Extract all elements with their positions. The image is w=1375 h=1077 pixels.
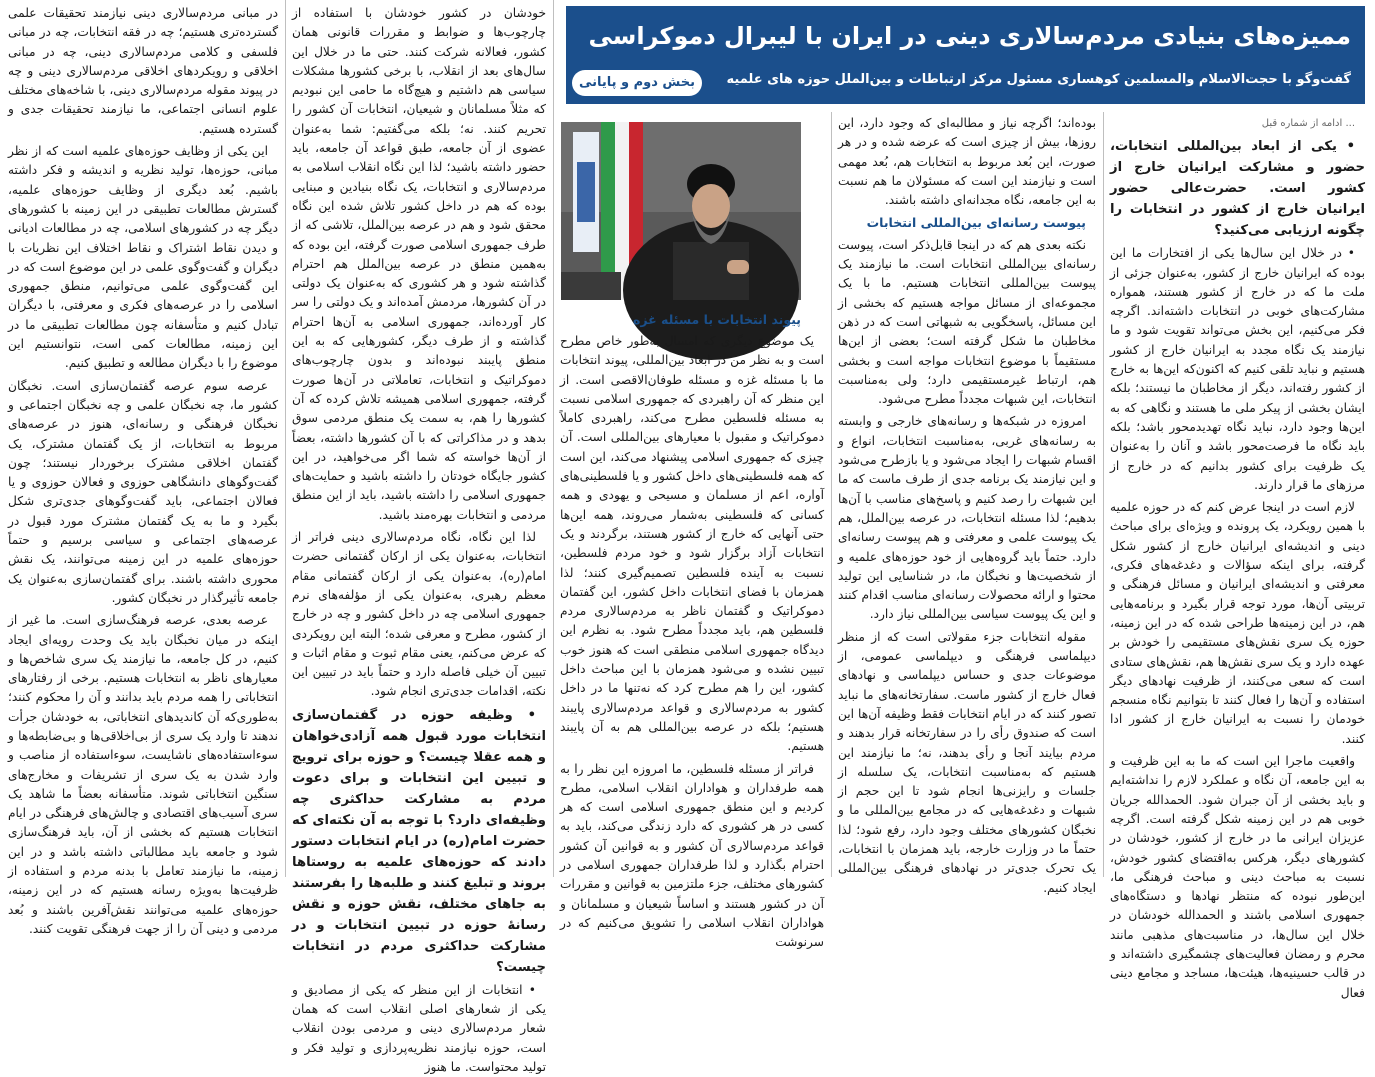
column-separator	[553, 0, 554, 877]
paragraph: فراتر از مسئله فلسطین، ما امروزه این نظر را به همه طرفداران و هواداران انقلاب اسلامی، مطرح کردیم و این منطق جمهوری اسلامی است که هر کسی در هر کشوری که دارد زندگی می‌کند، باید به قواعد مردم‌سالاری آن کشور و به قوانین آن کشور احترام بگذارد و لذا طرفداران جمهوری اسلامی در کشورهای مختلف، جزء ملتزمین به قوانین و مقررات آن در کشور هستند و اساساً شیعیان و مسلمانان و هواداران انقلاب اسلامی را تشویق می‌کنیم که در سرنوشت	[560, 761, 824, 950]
part-label: بخش دوم و پایانی	[572, 70, 702, 96]
paragraph: عرصه سوم عرصه گفتمان‌سازی است. نخبگان کشور ما، چه نخبگان علمی و چه نخبگان اجتماعی و نخبگان فرهنگی و رسانه‌ای، هنوز در عرصه‌های مربوط به انتخابات، از یک گفتمان مشترک، یک گفتمان اخلاقی مشترک برخوردار نیستند؛ چون گفت‌وگوهای دانشگاهی حوزوی و فعالان حوزوی و یا فعالان اجتماعی، باید گفت‌وگوهای جدی‌تری شکل بگیرد و ما به یک گفتمان مشترک مورد قبول در عرصه‌های اجتماعی و سیاسی برسیم و حتماً حوزه‌های علمیه در این زمینه می‌توانند، یک نقش محوری داشته باشند. برای گفتمان‌سازی به‌عنوان یک جامعه تأثیرگذار در نخبگان کشور.	[8, 378, 278, 605]
paragraph: بوده‌اند؛ اگرچه نیاز و مطالبه‌ای که وجود دارد، این روزها، بیش از چیزی است که عرضه شده و در هر صورت، این بُعد مربوط به انتخابات هم، بُعد مهمی است و نیازمند این است که مسئولان ما هم نسبت به این جامعه، نگاه مجدانه‌ای داشته باشند.	[838, 116, 1096, 208]
paragraph: مقوله انتخابات جزء مقولاتی است که از منظر دیپلماسی فرهنگی و دیپلماسی عمومی، از موضوعات جدی و حساس دیپلماسی و نهادهای فعال خارج از کشور ماست. سفارتخانه‌های ما نباید تصور کنند که در ایام انتخابات فقط وظیفه آن‌ها این است که صندوق رأی را در سفارتخانه قرار بدهند و مردم بیایند آنجا و رأی بدهند، نه؛ ما نیازمند این هستیم که به‌مناسبت انتخابات، یک سلسله از جلسات و رایزنی‌ها انجام شود تا این حجم از شبهات و دغدغه‌هایی که در مجامع بین‌المللی ما و نخبگان کشورهای مختلف وجود دارد، رفع شود؛ لذا حتماً ما در وزارت خارجه، باید همزمان با انتخابات، یک تحرک جدی‌تر در نهادهای فرهنگی بین‌المللی ایجاد کنیم.	[838, 629, 1096, 895]
paragraph: عرصه بعدی، عرصه فرهنگ‌سازی است. ما غیر از اینکه در میان نخبگان باید یک وحدت رویه‌ای ایجاد کنیم، در کل جامعه، ما نیازمند یک سری شاخص‌ها و معیارهای ناظر به انتخابات هستیم. برخی از رفتارهای انتخاباتی را همه مردم باید بدانند و آن را محکوم کنند؛ به‌طوری‌که آن کاندیدهای انتخاباتی، به خودشان جرأت ندهند تا وارد یک سری از بی‌اخلاقی‌ها و بی‌ضابطه‌ها و سوءاستفاده‌های ناشایست، سوءاستفاده از مناصب و وارد شدن به یک سری از تشریفات و مخارج‌های سنگین انتخاباتی شوند. متأسفانه بعضاً ما شاهد یک سری آسیب‌های اقتصادی و چالش‌های فرهنگی در ایام انتخابات هستیم که بخشی از آن، باید فرهنگ‌سازی شود و جامعه باید مطالباتی داشته باشد و در این زمینه، ما نیازمند تعامل با بدنه مردم و استفاده از ظرفیت‌ها به‌ویژه رسانه هستیم که در این زمینه، حوزه‌های علمیه می‌توانند نقش‌آفرین باشند و بُعد مردمی و دینی آن را از جهت فرهنگی تقویت کنند.	[8, 613, 278, 936]
cleric-portrait-image	[561, 122, 801, 300]
interview-question: • یکی از ابعاد بین‌المللی انتخابات، حضور و مشارکت ایرانیان خارج از کشور است. حضرت‌عالی حضور ایرانیان خارج از کشور در انتخابات را چگونه ارزیابی می‌کنید؟	[1110, 139, 1365, 239]
paragraph: • در خلال این سال‌ها یکی از افتخارات ما این بوده که ایرانیان خارج از کشور، به‌عنوان جزئی از ملت ما که در خارج از کشور هستند، همواره مشارکت‌های خوبی در انتخابات داشته‌اند. اگرچه فکر می‌کنیم، این بخش می‌تواند تقویت شود و ما نیازمند یک نگاه مجدد به ایرانیان خارج از کشور هستیم و نباید تلقی کنیم که اکنون‌که این‌ها به خارج از کشور رفته‌اند، دیگر از مخاطبان ما نیستند؛ بلکه ایشان بخشی از پیکر ملی ما هستند و نگاهی که به این‌ها وجود دارد، نباید نگاه تهدیدمحور باشد؛ بلکه باید نگاه ما فرصت‌محور باشد و آنان را به‌عنوان یک ظرفیت برای کشور بدانیم که در خارج از مرزهای ما قرار دارند.	[1110, 246, 1365, 492]
paragraph: خودشان در کشور خودشان با استفاده از چارچوب‌ها و ضوابط و مقررات قانونی همان کشور، فعالانه شرکت کنند. حتی ما در خلال این سال‌های بعد از انقلاب، با برخی کشورها مشکلات سیاسی هم داشتیم و هیچ‌گاه ما حامی این نبودیم که مثلاً مسلمانان و شیعیان، انتخابات آن کشور را تحریم کنند. نه؛ بلکه می‌گفتیم: شما به‌عنوان عضوی از آن جامعه، طبق قواعد آن جامعه، باید حضور داشته باشید؛ لذا این نگاه انقلاب اسلامی به مردم‌سالاری و انتخابات، یک نگاه بنیادین و مبنایی بوده که هم در داخل کشور تلاش شده این نگاه محقق شود و هم در عرصه بین‌الملل، تلاشی که از طرف جمهوری اسلامی صورت گرفته، این بوده که به‌همین منطق در عرصه بین‌الملل هم احترام گذاشته شود و هر کشوری که به‌عنوان یک دولتی در آن کشورها، مردمش آمده‌اند و یک دولتی را سر کار آورده‌اند، جمهوری اسلامی به آن‌ها احترام گذاشته و از طرف دیگر، کشورهایی که به این منطق پایبند نبوده‌اند و بدون چارچوب‌های دموکراتیک و انتخابات، تعاملاتی در آن‌ها صورت گرفته، جمهوری اسلامی همیشه تلاش کرده که آن کشورها را هم، به سمت یک منطق مردمی سوق بدهد و در مذاکراتی که با آن کشورها داشته، بعضاً از آن‌ها خواسته که شما اگر می‌خواهید، در این کشور جایگاه خودتان را داشته باشید و حمایت‌های جمهوری اسلامی را داشته باشید، باید از این منطق مردمی و انتخابات بهره‌مند باشید.	[292, 6, 546, 522]
paragraph: این یکی از وظایف حوزه‌های علمیه است که از نظر مبانی، حوزه‌ها، تولید نظریه و اندیشه و فکر داشته باشیم. بُعد دیگری از وظایف حوزه‌های علمیه، گسترش مطالعات تطبیقی در این زمینه با کشورهای دیگر چه در کشورهای اسلامی، چه در مطالعات ادیانی و دیدن نقاط اشتراک و نقاط اختلاف این نظریات با دیگران و گفت‌وگوی علمی در این موضوع است که در این گفت‌وگوی علمی می‌توانیم، منطق جمهوری اسلامی را در عرصه‌های فکری و معرفتی، با دیگران تبادل کنیم و متأسفانه چون مطالعات تطبیقی ما در این زمینه، مطالعات کمی است، نتوانستیم این موضوع را با دیگران مطالعه و تطبیق کنیم.	[8, 144, 278, 371]
paragraph: واقعیت ماجرا این است که ما به این ظرفیت و به این جامعه، آن نگاه و عملکرد لازم را نداشته‌ایم و باید بخشی از آن جبران شود. الحمدالله جریان خوبی هم در این زمینه شکل گرفته است. اگرچه عزیزان ایرانی ما در خارج از کشور، خودشان در کشورهای دیگر، هرکس به‌اقتضای کشور خودش، نسبت به مباحث دینی و مباحث فرهنگی ما، این‌طور نبوده که منتظر نهادها و دستگاه‌های جمهوری اسلامی باشند و الحمدالله خودشان در خلال این سال‌ها، در مناسبت‌های مذهبی مانند محرم و رمضان فعالیت‌های چشمگیری داشته‌اند و در قالب حسینیه‌ها، هیئت‌ها، مساجد و مجامع دینی فعال	[1110, 754, 1365, 1000]
article-column-4	[292, 4, 546, 1074]
column-separator	[285, 0, 286, 877]
paragraph: • انتخابات از این منظر که یکی از مصادیق و یکی از شعارهای اصلی انقلاب است که همان شعار مردم‌سالاری دینی و مردمی بودن انقلاب است، حوزه نیازمند نظریه‌پردازی و تولید فکر و تولید محتواست. ما هنوز	[292, 982, 546, 1074]
continued-note: ... ادامه از شماره قبل	[1261, 118, 1355, 129]
headline-title: ممیزه‌های بنیادی مردم‌سالاری دینی در ایران با لیبرال دموکراسی	[588, 22, 1351, 50]
headline-subtitle: گفت‌وگو با حجت‌الاسلام والمسلمین کوهساری مسئول مرکز ارتباطات و بین‌الملل حوزه های علمیه	[726, 72, 1351, 87]
article-column-5	[8, 4, 278, 936]
paragraph: امروزه در شبکه‌ها و رسانه‌های خارجی و وابسته به رسانه‌های غربی، به‌مناسبت انتخابات، انواع و اقسام شبهات را ایجاد می‌شود و یا بازطرح می‌شود و این نیازمند یک برنامه جدی از طرف ماست که ما این شبهات را رصد کنیم و پاسخ‌های مناسب با آن‌ها بدهیم؛ لذا مسئله انتخابات، در عرصه بین‌الملل، هم یک پیوست علمی و معرفتی و هم پیوست رسانه‌ای دارد. حتماً باید گروه‌هایی از خود حوزه‌های علمیه و از شخصیت‌ها و نخبگان ما، در شناسایی این تولید محتوا و ارائه محصولات رسانه‌ای مناسب اقدام کنند و این یک پیوست سیاسی بین‌المللی نیاز دارد.	[838, 414, 1096, 622]
paragraph: نکته بعدی هم که در اینجا قابل‌ذکر است، پیوست رسانه‌ای بین‌المللی انتخابات است. ما نیازمند یک پیوست بین‌المللی انتخابات هستیم. ما با یک مجموعه‌ای از مسائل مواجه هستیم که بخشی از این مسائل، پاسخگویی به شبهاتی است که در ذهن مخاطبان ما شکل گرفته است؛ بعضی از این‌ها مستقیماً با موضوع انتخابات مواجه است و بخشی هم، ارتباط غیرمستقیمی دارد؛ ولی به‌مناسبت انتخابات، این شبهات مجدداً مطرح می‌شود.	[838, 237, 1096, 407]
article-column-2	[838, 114, 1096, 895]
article-column-3	[560, 332, 824, 950]
column-separator	[1103, 112, 1104, 877]
interview-question: • وظیفه حوزه در گفتمان‌سازی انتخابات مورد قبول همه آزادی‌خواهان و همه عقلا چیست؟ و حوزه برای ترویج و تبیین این انتخابات و برای دعوت مردم به مشارکت حداکثری چه وظیفه‌ای دارد؟ با توجه به آن نکته‌ای که حضرت امام(ره) در ایام انتخابات دستور دادند که حوزه‌های علمیه به روستاها بروند و تبلیغ کنند و طلبه‌ها را بفرستند به جاهای مختلف، نقش حوزه و نقش رسانهٔ حوزه در تبیین انتخابات و در مشارکت حداکثری مردم در انتخابات چیست؟	[292, 707, 546, 975]
paragraph: در مبانی مردم‌سالاری دینی نیازمند تحقیقات علمی گسترده‌تری هستیم؛ چه در فقه انتخابات، چه در مبانی فلسفی و کلامی مردم‌سالاری دینی، چه در مبانی اخلاقی و رویکردهای اخلاقی مردم‌سالاری دینی و چه در پیوند مقوله مردم‌سالاری دینی، با شاخه‌های مختلف علوم انسانی اجتماعی، ما نیازمند تحقیقات جدی و گسترده هستیم.	[8, 6, 278, 136]
photo-caption-subhead: پیوند انتخابات با مسئله غزه	[632, 312, 801, 327]
paragraph: لذا این نگاه، نگاه مردم‌سالاری دینی فراتر از انتخابات، به‌عنوان یکی از ارکان گفتمانی حضرت امام(ره)، به‌عنوان یکی از ارکان گفتمانی مقام معظم رهبری، به‌عنوان یکی از مؤلفه‌های نرم جمهوری اسلامی چه در داخل کشور و چه در خارج از کشور، مطرح و معرفی شده؛ البته این رویکردی که عرض می‌کنم، یعنی مقام ثبوت و مقام اثبات و تبیین آن خیلی فاصله دارد و حتماً باید در تبیین این نکته، اقدامات جدی‌تری انجام شود.	[292, 530, 546, 699]
paragraph: یک موضوع دیگری که امسال به‌طور خاص مطرح است و به نظر من در ابعاد بین‌المللی، پیوند انتخابات ما با مسئله غزه و مسئله طوفان‌الاقصی است. از این منظر که آن راهبردی که جمهوری اسلامی نسبت به مسئله فلسطین مطرح می‌کند، راهبردی کاملاً دموکراتیک و مقبول با معیارهای بین‌المللی است. آن چیزی که جمهوری اسلامی پیشنهاد می‌کند، این است که همه فلسطینی‌های داخل کشور و یا فلسطینی‌های آواره، اعم از مسلمان و مسیحی و یهودی و همه کسانی که فلسطینی به‌شمار می‌روند، همه این‌ها حتی آنهایی که خارج از کشور هستند، برگردند و یک انتخابات آزاد برگزار شود و خود مردم فلسطین، نسبت به آینده فلسطین تصمیم‌گیری کنند؛ لذا همزمان با فضای انتخابات داخل کشور، این گفتمان دموکراتیک و گفتمان ناظر به مردم‌سالاری مردم فلسطین هم، باید مجدداً مطرح شود. به نظرم این دیدگاه جمهوری اسلامی منطقی است که هنوز خوب تبیین نشده و می‌شود همزمان با این مباحث داخل کشور، این را هم مطرح کرد که نه‌تنها ما در داخل کشور به مردم‌سالاری و قواعد مردم‌سالاری پایبند هستیم؛ بلکه در عرصه بین‌المللی هم به آن پایبند هستیم.	[560, 334, 824, 754]
section-subhead: پیوست رسانه‌ای بین‌المللی انتخابات	[866, 215, 1086, 231]
column-separator	[831, 112, 832, 877]
interview-photo	[561, 122, 801, 300]
article-column-1	[1110, 114, 1365, 1000]
paragraph: لازم است در اینجا عرض کنم که در حوزه علمیه با همین رویکرد، یک پرونده و ویژه‌ای برای مباحث دینی و اندیشه‌ای ایرانیان خارج از کشور شکل گرفته، برای اینکه سؤالات و دغدغه‌های فکری، معرفتی و اندیشه‌ای ایرانیان و مسائل فرهنگی و تربیتی آن‌ها، مورد توجه قرار بگیرد و برنامه‌هایی هم، در این زمینه‌ها طراحی شده که در این زمینه، حوزه یک سری نقش‌های مستقیمی را خودش بر عهده دارد و یک سری نقش‌ها هم، نقش‌های ستادی است که سعی می‌کنند، از ظرفیت نهادهای دیگر استفاده و آن‌ها را فعال کنند تا بتوانیم نگاه منسجم خودمان را نسبت به ایرانیان خارج از کشور ادا کنند.	[1110, 500, 1365, 746]
